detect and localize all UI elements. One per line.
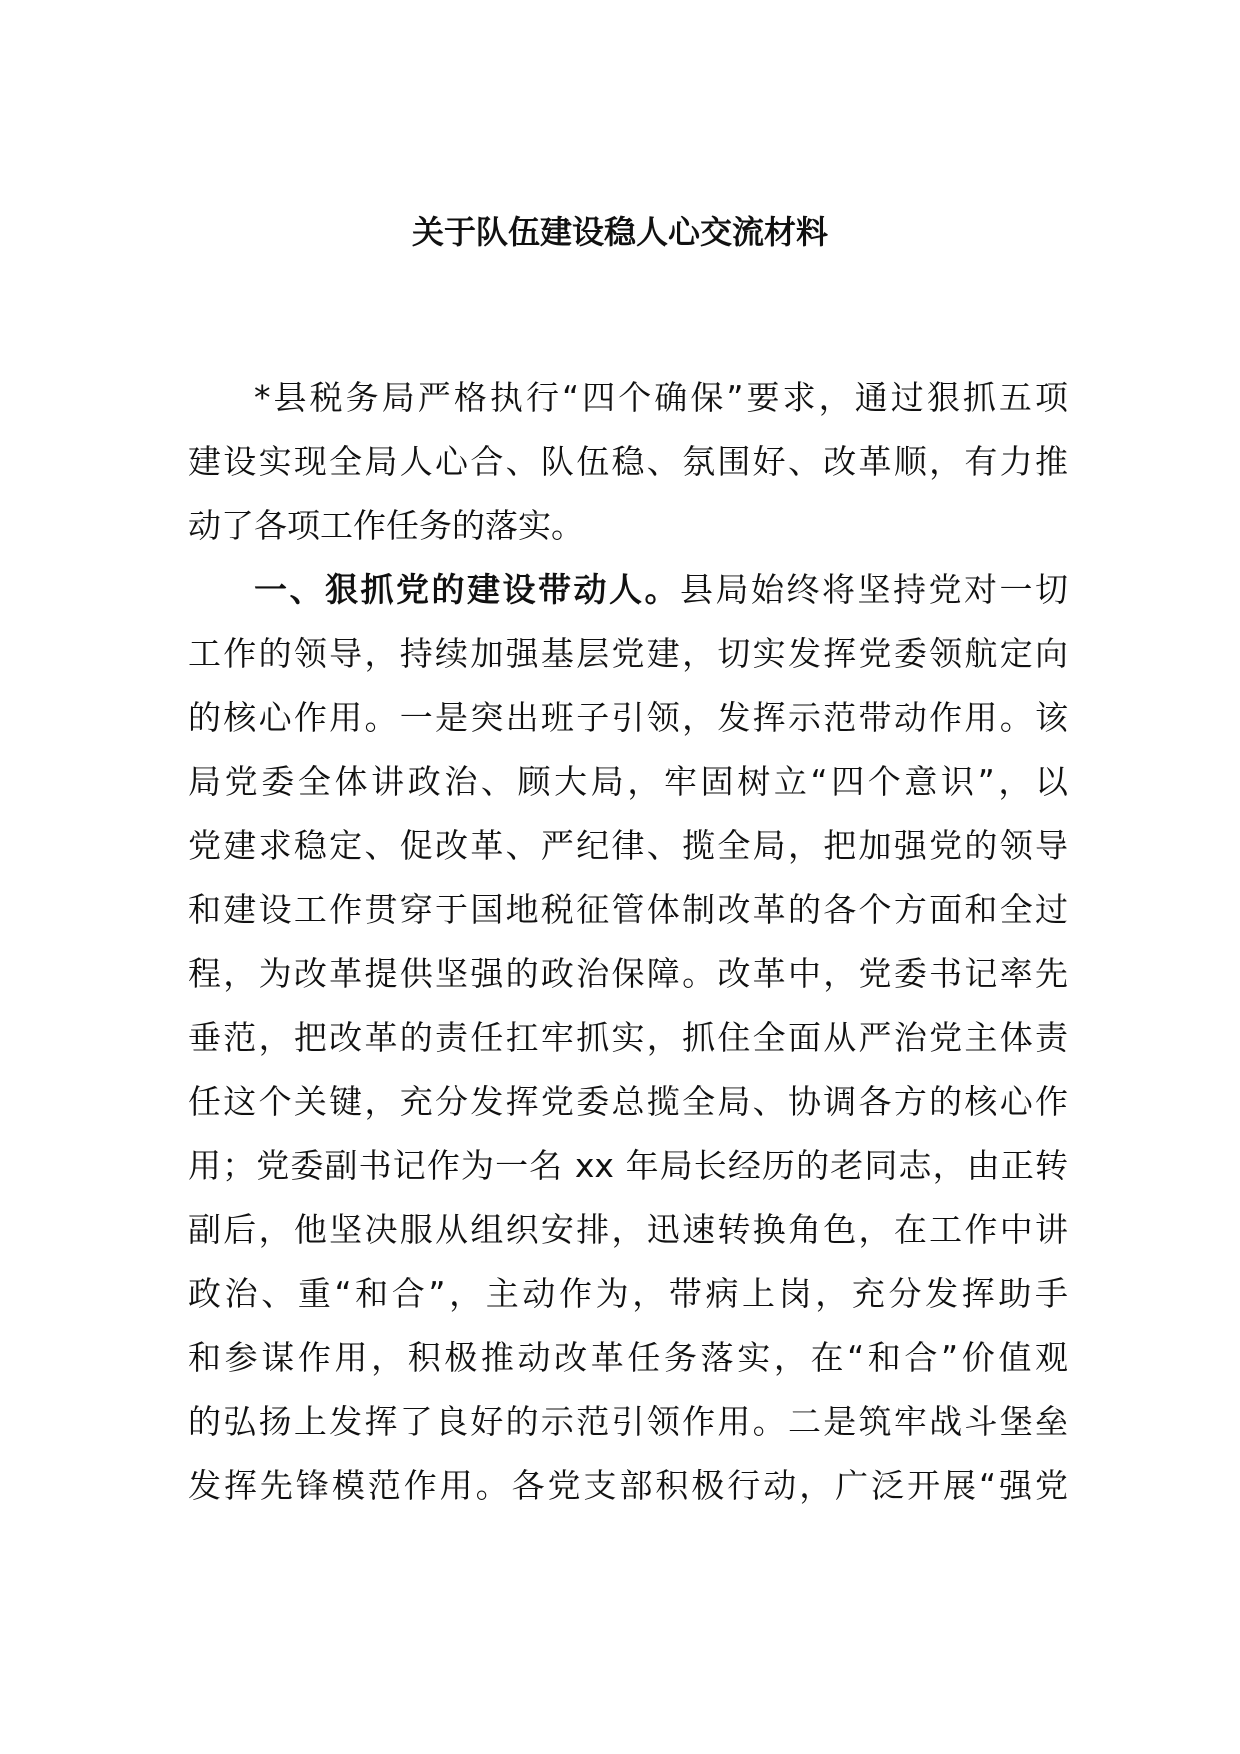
paragraph-line: 工作的领导，持续加强基层党建，切实发挥党委领航定向 <box>188 634 1068 673</box>
paragraph-line: 垂范，把改革的责任扛牢抓实，抓住全面从严治党主体责 <box>188 1018 1068 1057</box>
paragraph-line: 的核心作用。一是突出班子引领，发挥示范带动作用。该 <box>188 698 1068 737</box>
paragraph-line: 发挥先锋模范作用。各党支部积极行动，广泛开展“强党 <box>188 1466 1068 1505</box>
paragraph-line: 副后，他坚决服从组织安排，迅速转换角色，在工作中讲 <box>188 1210 1068 1249</box>
paragraph-line: 动了各项工作任务的落实。 <box>188 506 584 545</box>
paragraph-line: 用；党委副书记作为一名 xx 年局长经历的老同志，由正转 <box>188 1146 1068 1185</box>
paragraph-line: 和参谋作用，积极推动改革任务落实，在“和合”价值观 <box>188 1338 1068 1377</box>
paragraph-line: 任这个关键，充分发挥党委总揽全局、协调各方的核心作 <box>188 1082 1068 1121</box>
paragraph-line: 建设实现全局人心合、队伍稳、氛围好、改革顺，有力推 <box>188 442 1068 481</box>
paragraph-line: 的弘扬上发挥了良好的示范引领作用。二是筑牢战斗堡垒 <box>188 1402 1068 1441</box>
paragraph-line: 程，为改革提供坚强的政治保障。改革中，党委书记率先 <box>188 954 1068 993</box>
paragraph-line <box>254 558 1068 622</box>
paragraph-text: 县局始终将坚持党对一切 <box>680 570 1068 609</box>
paragraph-line: 和建设工作贯穿于国地税征管体制改革的各个方面和全过 <box>188 890 1068 929</box>
paragraph-line: 局党委全体讲政治、顾大局，牢固树立“四个意识”，以 <box>188 762 1068 801</box>
paragraph-line: 政治、重“和合”，主动作为，带病上岗，充分发挥助手 <box>188 1274 1068 1313</box>
section-heading: 一、狠抓党的建设带动人。 <box>254 570 680 609</box>
paragraph-line: *县税务局严格执行“四个确保”要求，通过狠抓五项 <box>254 378 1068 417</box>
document-title: 关于队伍建设稳人心交流材料 <box>411 213 828 251</box>
paragraph-line: 党建求稳定、促改革、严纪律、揽全局，把加强党的领导 <box>188 826 1068 865</box>
